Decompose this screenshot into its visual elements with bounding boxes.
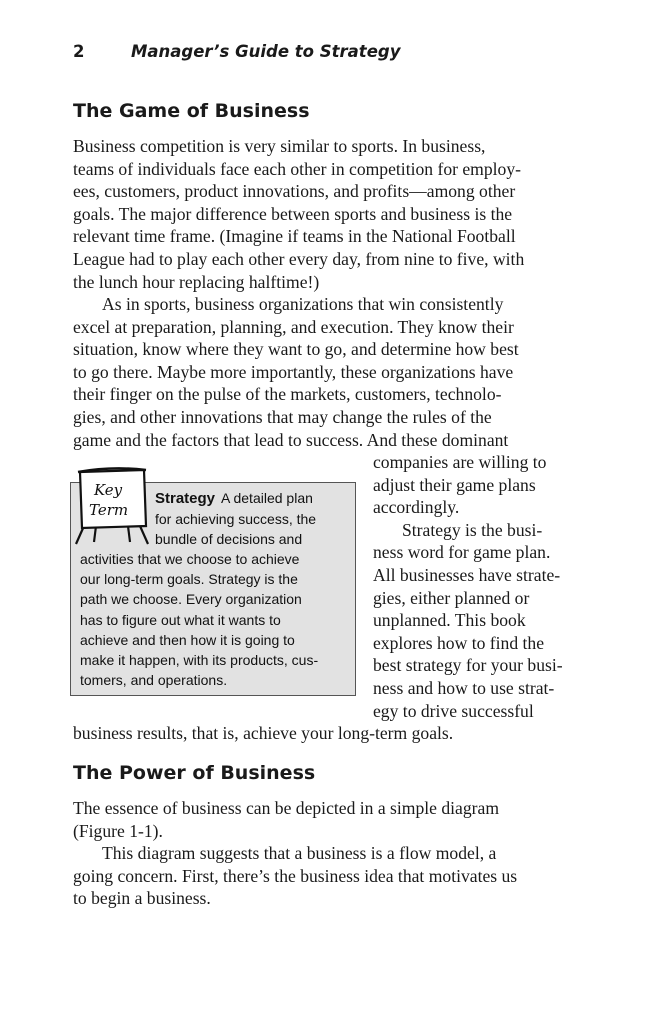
sidebar-text-line: bundle of decisions and xyxy=(155,531,303,548)
sidebar-text-line: tomers, and operations. xyxy=(80,672,228,689)
text-line: best strategy for your busi- xyxy=(373,655,563,676)
text-line: game and the factors that lead to success. And these dominant xyxy=(73,429,509,450)
paragraph-3-end xyxy=(73,722,453,745)
text-line: (Figure 1-1). xyxy=(73,820,163,841)
sidebar-text-line: has to figure out what it wants to xyxy=(80,611,281,628)
text-line: gies, and other innovations that may change the rules of the xyxy=(73,406,492,427)
text-line: This diagram suggests that a business is a flow model, a xyxy=(102,843,497,863)
key-term-easel-icon xyxy=(72,466,152,546)
text-line: their finger on the pulse of the markets, customers, technolo- xyxy=(73,384,502,405)
paragraph-1 xyxy=(73,135,524,293)
paragraph-2 xyxy=(73,293,519,451)
text-line: ness word for game plan. xyxy=(373,542,551,563)
book-title: Manager’s Guide to Strategy xyxy=(131,42,401,61)
text-line: ness and how to use strat- xyxy=(373,677,555,698)
text-line: relevant time frame. (Imagine if teams in the National Football xyxy=(73,226,516,247)
paragraph-4 xyxy=(73,797,499,842)
icon-word-term: Term xyxy=(89,501,129,519)
sidebar-text-line: path we choose. Every organization xyxy=(80,591,302,608)
sidebar-definition-intro xyxy=(155,488,316,550)
text-line: accordingly. xyxy=(373,497,460,518)
text-line: business results, that is, achieve your long-term goals. xyxy=(73,723,454,743)
text-line: The essence of business can be depicted in a simple diagram xyxy=(73,798,500,818)
text-line: explores how to find the xyxy=(373,632,545,653)
paragraph-2-continued xyxy=(373,451,563,722)
text-line: adjust their game plans xyxy=(373,474,536,495)
text-line: All businesses have strate- xyxy=(373,564,561,585)
text-line: the lunch hour replacing halftime!) xyxy=(73,271,320,292)
text-line: gies, either planned or xyxy=(373,587,530,608)
sidebar-text-line: A detailed plan xyxy=(221,490,313,506)
sidebar-text-line: our long-term goals. Strategy is the xyxy=(80,571,298,588)
text-line: As in sports, business organizations that win consistently xyxy=(102,294,504,314)
text-line: Strategy is the busi- xyxy=(402,519,543,540)
sidebar-text-line: for achieving success, the xyxy=(155,511,317,528)
text-line: egy to drive successful xyxy=(373,700,534,721)
running-head xyxy=(73,42,400,61)
text-line: excel at preparation, planning, and execution. They know their xyxy=(73,316,514,337)
text-line: going concern. First, there’s the business idea that motivates us xyxy=(73,865,518,886)
text-line: to go there. Maybe more importantly, these organizations have xyxy=(73,361,514,382)
sidebar-text-line: achieve and then how it is going to xyxy=(80,631,295,648)
text-line: situation, know where they want to go, and determine how best xyxy=(73,339,519,360)
text-line: ees, customers, product innovations, and profits—among other xyxy=(73,181,516,202)
section-heading-game-of-business: The Game of Business xyxy=(73,100,310,122)
sidebar-term: Strategy xyxy=(155,490,216,507)
sidebar-definition-body xyxy=(80,549,318,690)
sidebar-text-line: activities that we choose to achieve xyxy=(80,551,300,567)
text-line: Business competition is very similar to sports. In business, xyxy=(73,136,486,156)
section-heading-power-of-business: The Power of Business xyxy=(73,762,316,784)
text-line: to begin a business. xyxy=(73,888,211,909)
sidebar-text-line: make it happen, with its products, cus- xyxy=(80,652,319,669)
text-line: unplanned. This book xyxy=(373,610,526,631)
text-line: teams of individuals face each other in competition for employ- xyxy=(73,158,522,179)
paragraph-5 xyxy=(73,842,517,910)
text-line: League had to play each other every day, from nine to five, with xyxy=(73,248,525,269)
text-line: goals. The major difference between sports and business is the xyxy=(73,203,513,224)
icon-word-key: Key xyxy=(94,481,123,499)
page-number: 2 xyxy=(73,42,85,61)
text-line: companies are willing to xyxy=(373,452,547,472)
